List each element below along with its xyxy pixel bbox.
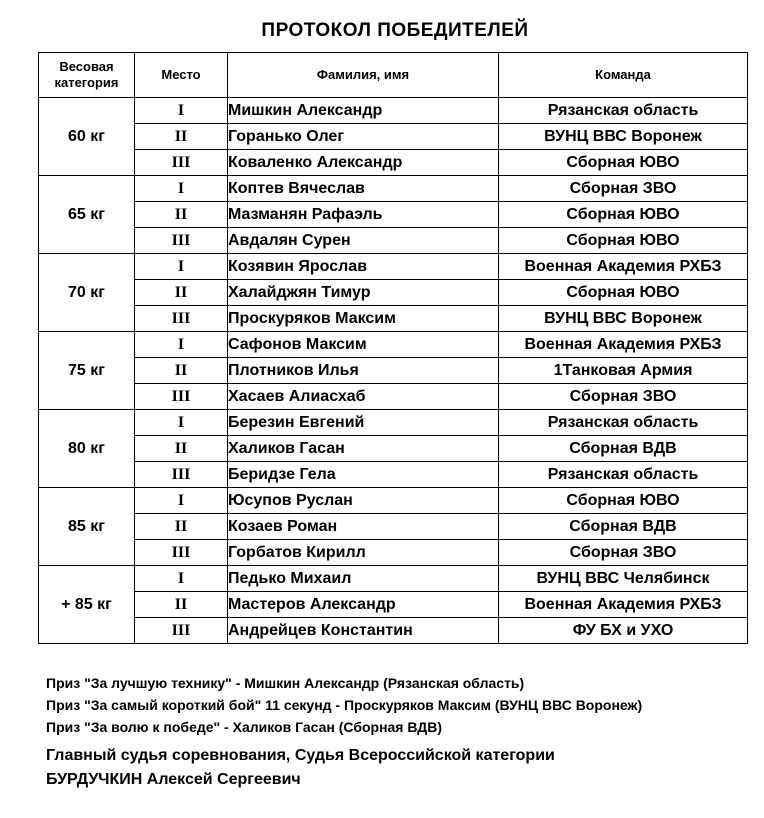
team-cell: Сборная ЮВО xyxy=(499,202,748,228)
table-row xyxy=(39,202,748,228)
name-cell: Халайджян Тимур xyxy=(228,280,499,306)
table-row xyxy=(39,592,748,618)
place-cell: I xyxy=(135,566,228,592)
name-cell: Хасаев Алиасхаб xyxy=(228,384,499,410)
prize-line: Приз "За лучшую технику" - Мишкин Александр (Рязанская область) xyxy=(46,675,525,691)
page-title: ПРОТОКОЛ ПОБЕДИТЕЛЕЙ xyxy=(261,20,529,41)
team-cell: 1Танковая Армия xyxy=(499,358,748,384)
table-row xyxy=(39,618,748,644)
place-cell: II xyxy=(135,592,228,618)
table-row xyxy=(39,514,748,540)
place-cell: III xyxy=(135,384,228,410)
place-cell: I xyxy=(135,488,228,514)
name-cell: Халиков Гасан xyxy=(228,436,499,462)
chief-judge-block xyxy=(46,744,555,792)
table-row xyxy=(39,436,748,462)
table-row xyxy=(39,124,748,150)
table-row xyxy=(39,306,748,332)
place-cell: I xyxy=(135,98,228,124)
place-cell: III xyxy=(135,618,228,644)
team-cell: Сборная ЗВО xyxy=(499,176,748,202)
table-row xyxy=(39,488,748,514)
table-row xyxy=(39,540,748,566)
place-cell: III xyxy=(135,150,228,176)
team-cell: Сборная ЮВО xyxy=(499,228,748,254)
name-cell: Березин Евгений xyxy=(228,410,499,436)
name-cell: Андрейцев Константин xyxy=(228,618,499,644)
team-cell: Рязанская область xyxy=(499,98,748,124)
weight-category: + 85 кг xyxy=(39,566,135,644)
name-cell: Юсупов Руслан xyxy=(228,488,499,514)
place-cell: III xyxy=(135,540,228,566)
place-cell: III xyxy=(135,462,228,488)
place-cell: II xyxy=(135,514,228,540)
team-cell: Сборная ВДВ xyxy=(499,436,748,462)
team-cell: Сборная ЗВО xyxy=(499,540,748,566)
team-cell: Сборная ЗВО xyxy=(499,384,748,410)
team-cell: Военная Академия РХБЗ xyxy=(499,254,748,280)
name-cell: Горанько Олег xyxy=(228,124,499,150)
team-cell: Рязанская область xyxy=(499,462,748,488)
table-row xyxy=(39,254,748,280)
name-cell: Козявин Ярослав xyxy=(228,254,499,280)
name-cell: Козаев Роман xyxy=(228,514,499,540)
team-cell: Сборная ВДВ xyxy=(499,514,748,540)
prize-line: Приз "За самый короткий бой" 11 секунд - Проскуряков Максим (ВУНЦ ВВС Воронеж) xyxy=(46,697,643,713)
name-cell: Горбатов Кирилл xyxy=(228,540,499,566)
weight-category: 75 кг xyxy=(39,332,135,410)
place-cell: II xyxy=(135,358,228,384)
place-cell: I xyxy=(135,254,228,280)
weight-category: 65 кг xyxy=(39,176,135,254)
header-category: Весовая категория xyxy=(39,53,135,98)
place-cell: III xyxy=(135,306,228,332)
table-row xyxy=(39,332,748,358)
team-cell: Военная Академия РХБЗ xyxy=(499,592,748,618)
name-cell: Коптев Вячеслав xyxy=(228,176,499,202)
team-cell: ВУНЦ ВВС Воронеж xyxy=(499,306,748,332)
team-cell: Военная Академия РХБЗ xyxy=(499,332,748,358)
weight-category: 80 кг xyxy=(39,410,135,488)
team-cell: ВУНЦ ВВС Челябинск xyxy=(499,566,748,592)
prizes-block xyxy=(46,672,642,738)
table-row xyxy=(39,384,748,410)
place-cell: I xyxy=(135,332,228,358)
table-row xyxy=(39,358,748,384)
header-place: Место xyxy=(135,53,228,98)
team-cell: Сборная ЮВО xyxy=(499,280,748,306)
place-cell: II xyxy=(135,436,228,462)
place-cell: II xyxy=(135,280,228,306)
name-cell: Проскуряков Максим xyxy=(228,306,499,332)
name-cell: Беридзе Гела xyxy=(228,462,499,488)
header-name: Фамилия, имя xyxy=(228,53,499,98)
place-cell: III xyxy=(135,228,228,254)
weight-category: 85 кг xyxy=(39,488,135,566)
table-row xyxy=(39,462,748,488)
place-cell: II xyxy=(135,202,228,228)
name-cell: Педько Михаил xyxy=(228,566,499,592)
name-cell: Сафонов Максим xyxy=(228,332,499,358)
team-cell: Рязанская область xyxy=(499,410,748,436)
table-row xyxy=(39,228,748,254)
weight-category: 60 кг xyxy=(39,98,135,176)
judge-name: БУРДУЧКИН Алексей Сергеевич xyxy=(46,771,301,788)
place-cell: I xyxy=(135,410,228,436)
table-header-row xyxy=(39,53,748,98)
name-cell: Авдалян Сурен xyxy=(228,228,499,254)
table-row xyxy=(39,280,748,306)
team-cell: Сборная ЮВО xyxy=(499,150,748,176)
table-row xyxy=(39,150,748,176)
place-cell: II xyxy=(135,124,228,150)
table-row xyxy=(39,98,748,124)
table-row xyxy=(39,566,748,592)
place-cell: I xyxy=(135,176,228,202)
name-cell: Мастеров Александр xyxy=(228,592,499,618)
name-cell: Коваленко Александр xyxy=(228,150,499,176)
judge-title: Главный судья соревнования, Судья Всероссийской категории xyxy=(46,747,555,764)
header-team: Команда xyxy=(499,53,748,98)
weight-category: 70 кг xyxy=(39,254,135,332)
team-cell: ВУНЦ ВВС Воронеж xyxy=(499,124,748,150)
team-cell: Сборная ЮВО xyxy=(499,488,748,514)
table-row xyxy=(39,176,748,202)
table-row xyxy=(39,410,748,436)
name-cell: Мазманян Рафаэль xyxy=(228,202,499,228)
winners-table xyxy=(38,52,748,644)
name-cell: Мишкин Александр xyxy=(228,98,499,124)
name-cell: Плотников Илья xyxy=(228,358,499,384)
team-cell: ФУ БХ и УХО xyxy=(499,618,748,644)
prize-line: Приз "За волю к победе" - Халиков Гасан (Сборная ВДВ) xyxy=(46,719,443,735)
